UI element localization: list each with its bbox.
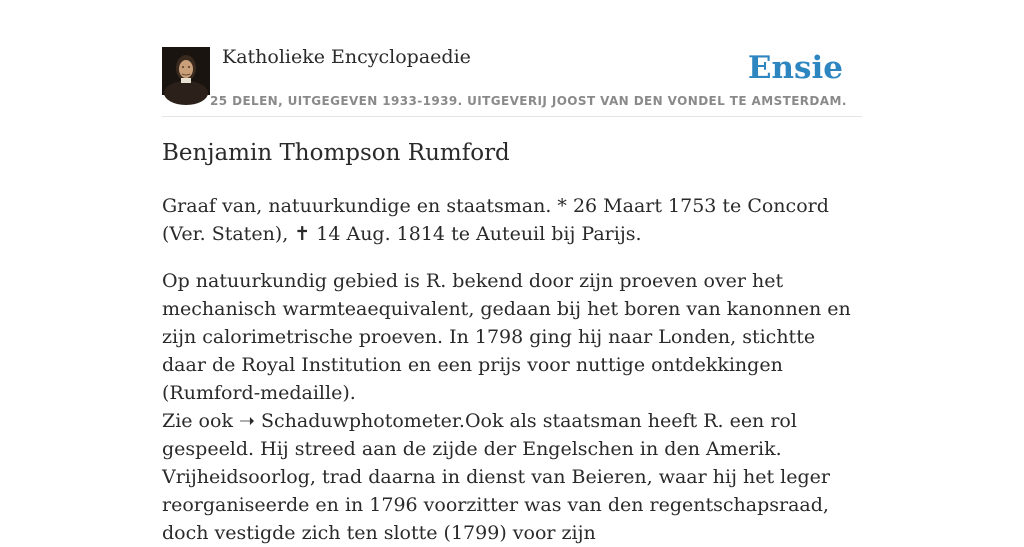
- article-title: Benjamin Thompson Rumford: [162, 140, 510, 166]
- see-also-prefix: Zie ook: [162, 410, 239, 432]
- see-also-continuation: .Ook als staatsman heeft R. een rol gespeeld. Hij streed aan de zijde der Engelschen in den Amerik. Vrijheidsoorlog, trad daarna in dienst van Beieren, waar hij het leger reorganiseerde en in 1796 voorzitter was van den regentschapsraad, doch vestigde zich ten slotte (1799) voor zijn: [162, 410, 830, 544]
- article-paragraph: Op natuurkundig gebied is R. bekend door zijn proeven over het mechanisch warmteaequivalent, gedaan bij het boren van kanonnen en zijn calorimetrische proeven. In 1798 ging hij naar Londen, stichtte daar de Royal Institution en een prijs voor nuttige ontdekkingen (Rumford-medaille).: [162, 270, 851, 404]
- see-also-link[interactable]: Schaduwphotometer: [260, 410, 459, 432]
- source-header: [162, 0, 862, 117]
- portrait-avatar-icon[interactable]: [162, 47, 210, 95]
- article-paragraph-see-also: [162, 407, 862, 547]
- content-column: [162, 0, 862, 544]
- source-subtitle: 25 DELEN, UITGEGEVEN 1933-1939. UITGEVERIJ JOOST VAN DEN VONDEL TE AMSTERDAM.: [210, 94, 847, 108]
- site-title[interactable]: Katholieke Encyclopaedie: [222, 46, 471, 68]
- arrow-right-icon: ➝: [239, 410, 255, 432]
- brand-logo[interactable]: Ensie: [747, 50, 843, 86]
- article-intro: Graaf van, natuurkundige en staatsman. * 26 Maart 1753 te Concord (Ver. Staten), ✝ 14 Aug. 1814 te Auteuil bij Parijs.: [162, 195, 829, 245]
